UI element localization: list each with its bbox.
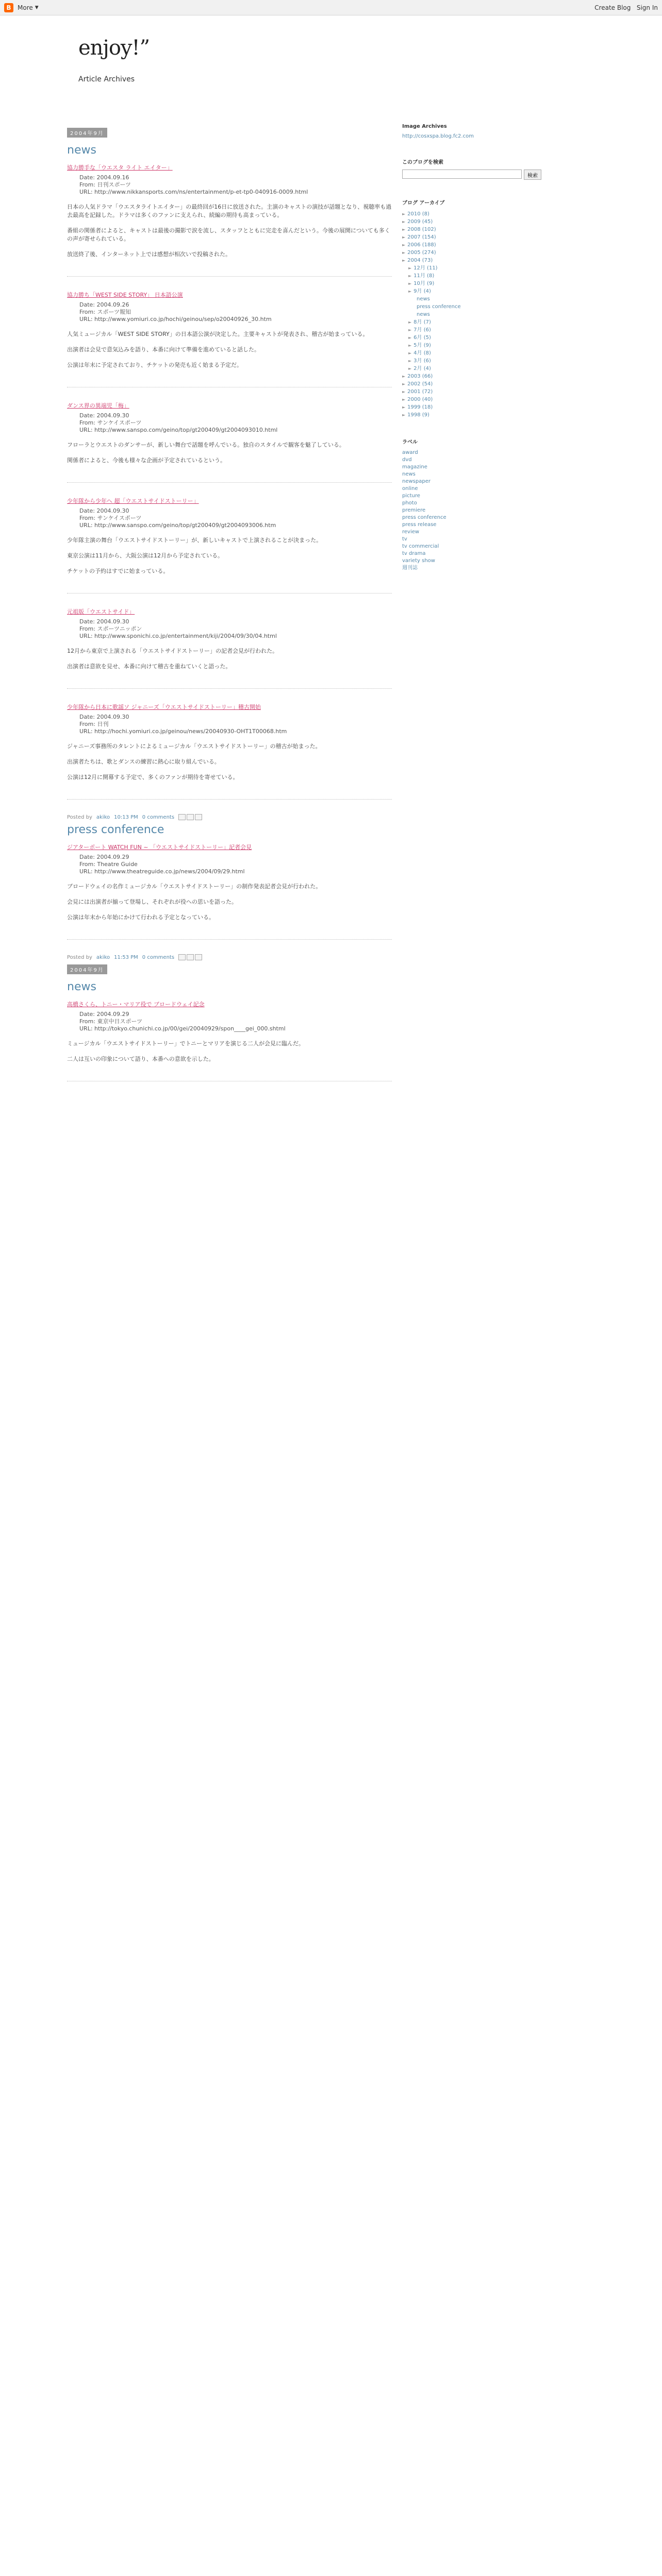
- post-date: 2004.09.30: [96, 507, 129, 514]
- post-url[interactable]: http://www.sponichi.co.jp/entertainment/kiji/2004/09/30/04.html: [94, 633, 277, 639]
- archive-item: [402, 403, 541, 411]
- post-paragraph: 12月から東京で上演される「ウエストサイドストーリー」の記者会見が行われた。: [67, 648, 278, 654]
- author-link[interactable]: akiko: [96, 814, 110, 820]
- triangle-right-icon[interactable]: ►: [402, 219, 406, 224]
- post-source: スポーツニッポン: [97, 625, 142, 632]
- post-title: [67, 1001, 392, 1009]
- archive-item: [402, 210, 541, 218]
- post-date: 2004.09.29: [96, 1011, 129, 1018]
- blog-description: Article Archives: [78, 75, 135, 83]
- post-source: 日刊スポーツ: [97, 181, 131, 188]
- triangle-right-icon[interactable]: ►: [408, 359, 412, 363]
- triangle-right-icon[interactable]: ►: [402, 374, 406, 379]
- comments-link[interactable]: 0 comments: [142, 814, 175, 820]
- post-date-row: [79, 618, 392, 625]
- label-link[interactable]: newspaper: [402, 479, 431, 484]
- post-meta: [79, 412, 392, 434]
- post-body: [67, 647, 392, 671]
- posted-by-label: Posted by: [67, 814, 92, 820]
- archive-item: [402, 226, 541, 233]
- post: [67, 402, 392, 483]
- label-link[interactable]: premiere: [402, 507, 426, 513]
- archive-link[interactable]: news: [417, 312, 430, 317]
- post-footer: [67, 954, 392, 960]
- post-source-label: From:: [79, 515, 97, 521]
- blog-this-icon[interactable]: [187, 954, 194, 960]
- archive-link[interactable]: 9月 (4): [413, 289, 431, 294]
- search-row: [402, 170, 541, 180]
- sidebar-archive-title: ブログ アーカイブ: [402, 200, 445, 206]
- archive-item: [402, 257, 541, 264]
- search-button[interactable]: 検索: [524, 170, 541, 180]
- post-title: [67, 164, 392, 172]
- post-title-link[interactable]: ジアターポート WATCH FUN ~ 「ウエストサイドストーリー」記者会見: [67, 844, 252, 851]
- post: [67, 843, 392, 940]
- post-paragraph: 出演者は会見で意気込みを語り、本番に向けて準備を進めていると話した。: [67, 346, 260, 353]
- post-url[interactable]: http://tokyo.chunichi.co.jp/00/gei/20040929/spon____gei_000.shtml: [94, 1025, 286, 1032]
- sidebar-about: [402, 124, 541, 139]
- archive-link[interactable]: 5月 (9): [413, 343, 431, 348]
- archive-link[interactable]: 2008 (102): [407, 227, 436, 232]
- post-paragraph: 会見には出演者が揃って登場し、それぞれが役への思いを語った。: [67, 899, 237, 905]
- post-url-row: [79, 189, 392, 196]
- post-source-row: [79, 625, 392, 633]
- label-link[interactable]: press release: [402, 522, 437, 528]
- chevron-down-icon: ▼: [35, 5, 39, 10]
- post-meta: [79, 714, 392, 735]
- archive-link[interactable]: 3月 (6): [413, 358, 431, 364]
- post-title-link[interactable]: 協力勝ち「WEST SIDE STORY」 日本語公演: [67, 292, 183, 298]
- blogger-logo-icon[interactable]: B: [4, 3, 13, 12]
- archive-item: [402, 380, 541, 388]
- blog-this-icon[interactable]: [187, 814, 194, 820]
- post-source-row: [79, 419, 392, 427]
- label-item: [402, 449, 541, 456]
- post-meta: [79, 174, 392, 196]
- post-url-row: [79, 1025, 392, 1032]
- post-date: 2004.09.30: [96, 618, 129, 625]
- post-source-row: [79, 721, 392, 728]
- label-item: [402, 478, 541, 485]
- post-source-row: [79, 515, 392, 522]
- post-url[interactable]: http://www.theatreguide.co.jp/news/2004/09/29.html: [94, 868, 245, 875]
- sidebar-about-title: Image Archives: [402, 124, 447, 129]
- post-url[interactable]: http://www.sanspo.com/geino/top/gt200409/gt2004093010.html: [94, 427, 278, 433]
- archive-item: [402, 295, 541, 303]
- post-title-link[interactable]: 高橋さくら、トニー・マリア役で ブロードウェイ記念: [67, 1001, 205, 1008]
- post-paragraph: 公演は年末から年始にかけて行われる予定となっている。: [67, 914, 214, 921]
- post-source-label: From:: [79, 309, 97, 315]
- post-body: [67, 330, 392, 369]
- post-source-label: From:: [79, 419, 97, 426]
- archive-link[interactable]: 2002 (54): [407, 381, 433, 387]
- post-paragraph: フローラとウエストのダンサーが、新しい舞台で話題を呼んでいる。独自のスタイルで観客を魅了している。: [67, 442, 345, 448]
- post-paragraph: ジャニーズ事務所のタレントによるミュージカル「ウエストサイドストーリー」の稽古が始まった。: [67, 743, 321, 750]
- post-source: サンケイスポーツ: [97, 515, 142, 521]
- archive-item: [402, 218, 541, 226]
- label-item: [402, 536, 541, 543]
- post-date-row: [79, 174, 392, 181]
- post-url-row: [79, 522, 392, 529]
- post-body: [67, 1040, 392, 1063]
- post-source-row: [79, 309, 392, 316]
- label-list: [402, 449, 541, 572]
- label-link[interactable]: 週刊誌: [402, 565, 418, 571]
- post-meta: [79, 854, 392, 875]
- label-link[interactable]: press conference: [402, 515, 446, 520]
- sidebar-labels-title: ラベル: [402, 439, 418, 445]
- triangle-right-icon[interactable]: ►: [402, 235, 406, 240]
- archive-link[interactable]: 2006 (188): [407, 242, 436, 248]
- email-icon[interactable]: [178, 814, 186, 820]
- label-item: [402, 464, 541, 471]
- label-item: [402, 493, 541, 500]
- post-meta: [79, 507, 392, 529]
- post-paragraph: ミュージカル「ウエストサイドストーリー」でトニーとマリアを演じる二人が会見に臨んだ。: [67, 1040, 305, 1047]
- post-url-label: URL:: [79, 728, 95, 735]
- triangle-right-icon[interactable]: ►: [402, 413, 406, 417]
- post-url-label: URL:: [79, 427, 95, 433]
- triangle-right-icon[interactable]: ►: [408, 351, 412, 355]
- post-url-label: URL:: [79, 868, 95, 875]
- sidebar-search: [402, 158, 541, 180]
- post-date-row: [79, 412, 392, 419]
- archive-item: [402, 365, 541, 372]
- post-title-link[interactable]: 少年隊から日本に歌謡ソ ジャニーズ「ウエストサイドストーリー」稽古開始: [67, 704, 261, 710]
- sidebar-about-link[interactable]: http://cosxspa.blog.fc2.com: [402, 133, 474, 139]
- triangle-right-icon[interactable]: ►: [408, 328, 412, 332]
- blogger-navbar: [0, 0, 662, 15]
- post-url[interactable]: http://www.yomiuri.co.jp/hochi/geinou/sep/o20040926_30.htm: [94, 316, 272, 323]
- post-date: 2004.09.29: [96, 854, 129, 860]
- label-link[interactable]: tv drama: [402, 551, 426, 556]
- post-meta: [79, 301, 392, 323]
- post-url-row: [79, 316, 392, 323]
- post-title-link[interactable]: 協力勝手な「ウエスタ ライト エイター」: [67, 164, 173, 171]
- share-icon[interactable]: [195, 814, 202, 820]
- post-title: [67, 608, 392, 616]
- main-column: [67, 124, 392, 1096]
- label-link[interactable]: review: [402, 529, 420, 535]
- post-body: [67, 441, 392, 465]
- post-paragraph: 公演は12月に開幕する予定で、多くのファンが期待を寄せている。: [67, 774, 239, 781]
- sidebar-labels: [402, 437, 541, 572]
- share-icon[interactable]: [195, 954, 202, 960]
- sidebar: [402, 124, 541, 590]
- date-header: 2004年9月: [67, 128, 107, 138]
- post-body: [67, 536, 392, 575]
- post-date-label: Date:: [79, 854, 97, 860]
- archive-link[interactable]: 2005 (274): [407, 250, 436, 256]
- archive-link[interactable]: 6月 (5): [413, 335, 431, 341]
- archive-item: [402, 303, 541, 311]
- archive-item: [402, 334, 541, 342]
- share-icons: [178, 814, 202, 820]
- label-link[interactable]: picture: [402, 493, 420, 499]
- blog-header: [47, 15, 615, 94]
- post-date-label: Date:: [79, 714, 97, 720]
- post-paragraph: 東京公演は11月から、大阪公演は12月から予定されている。: [67, 552, 223, 559]
- archive-item: [402, 249, 541, 257]
- label-item: [402, 456, 541, 464]
- author-link[interactable]: akiko: [96, 954, 110, 960]
- post-paragraph: 放送終了後、インターネット上では感想が相次いで投稿された。: [67, 251, 231, 258]
- post-paragraph: 出演者たちは、歌とダンスの練習に熱心に取り組んでいる。: [67, 758, 220, 765]
- post-date: 2004.09.16: [96, 174, 129, 181]
- post-url-row: [79, 633, 392, 640]
- post-title-link[interactable]: 元祖版「ウエストサイド」: [67, 608, 135, 615]
- archive-item: [402, 372, 541, 380]
- post-paragraph: 番組の関係者によると、キャストは最後の撮影で涙を流し、スタッフとともに完走を喜んだという。今後の展開についても多くの声が寄せられている。: [67, 227, 390, 242]
- triangle-right-icon[interactable]: ►: [402, 382, 406, 386]
- post-date-row: [79, 301, 392, 309]
- archive-link[interactable]: 2007 (154): [407, 234, 436, 240]
- triangle-right-icon[interactable]: ►: [402, 212, 406, 216]
- post-source: サンケイスポーツ: [97, 419, 142, 426]
- archive-link[interactable]: news: [417, 296, 430, 302]
- post-paragraph: 二人は互いの印象について語り、本番への意欲を示した。: [67, 1056, 214, 1062]
- post-time-link[interactable]: 10:13 PM: [114, 814, 138, 820]
- date-header: 2004年9月: [67, 964, 107, 974]
- archive-item: [402, 287, 541, 295]
- triangle-right-icon[interactable]: ►: [408, 366, 412, 371]
- triangle-right-icon[interactable]: ►: [402, 397, 406, 402]
- post-title-link[interactable]: 少年隊から少年へ 超「ウエストサイドストーリー」: [67, 498, 199, 504]
- archive-link[interactable]: 2001 (72): [407, 389, 433, 395]
- archive-item: [402, 411, 541, 419]
- more-menu[interactable]: [18, 4, 39, 11]
- post-source: 東京中日スポーツ: [97, 1018, 143, 1025]
- archive-link[interactable]: 2月 (4): [413, 366, 431, 371]
- post-title: [67, 843, 392, 852]
- post: [67, 608, 392, 689]
- archive-link[interactable]: 2004 (73): [407, 258, 433, 263]
- create-blog-link[interactable]: [594, 4, 658, 11]
- post-paragraph: 関係者によると、今後も様々な企画が予定されているという。: [67, 457, 226, 464]
- post-url-row: [79, 728, 392, 735]
- more-label: More: [18, 4, 33, 11]
- triangle-right-icon[interactable]: ►: [408, 274, 412, 278]
- post-source-label: From:: [79, 861, 97, 868]
- archive-list: [402, 210, 541, 419]
- create-blog-label: Create Blog: [594, 4, 631, 11]
- post: [67, 291, 392, 387]
- label-item: [402, 550, 541, 557]
- triangle-right-icon[interactable]: ►: [402, 250, 406, 255]
- post-title: [67, 497, 392, 505]
- triangle-right-icon[interactable]: ►: [402, 258, 406, 263]
- share-icons: [178, 954, 202, 960]
- post-source-row: [79, 1018, 392, 1025]
- archive-item: [402, 264, 541, 272]
- post-source: 日刊: [97, 721, 109, 727]
- triangle-right-icon[interactable]: ►: [402, 243, 406, 247]
- archive-item: [402, 280, 541, 287]
- post-source-row: [79, 861, 392, 868]
- post-url-label: URL:: [79, 522, 95, 529]
- post-source-label: From:: [79, 1018, 97, 1025]
- post-paragraph: 出演者は意欲を見せ、本番に向けて稽古を重ねていくと語った。: [67, 663, 231, 670]
- email-icon[interactable]: [178, 954, 186, 960]
- label-item: [402, 557, 541, 565]
- post-paragraph: 公演は年末に予定されており、チケットの発売も近く始まる予定だ。: [67, 362, 243, 368]
- post-source: Theatre Guide: [97, 861, 138, 868]
- label-item: [402, 543, 541, 550]
- archive-link[interactable]: press conference: [417, 304, 461, 310]
- archive-link[interactable]: 2003 (66): [407, 374, 433, 379]
- label-item: [402, 471, 541, 478]
- archive-item: [402, 311, 541, 318]
- post-date: 2004.09.30: [96, 412, 129, 419]
- label-item: [402, 521, 541, 529]
- archive-item: [402, 318, 541, 326]
- triangle-right-icon[interactable]: ►: [408, 289, 412, 294]
- triangle-right-icon[interactable]: ►: [402, 405, 406, 410]
- post-date-label: Date:: [79, 174, 97, 181]
- archive-item: [402, 326, 541, 334]
- label-link[interactable]: magazine: [402, 464, 427, 470]
- archive-link[interactable]: 10月 (9): [413, 281, 435, 286]
- post-url-row: [79, 868, 392, 875]
- post-source-label: From:: [79, 181, 97, 188]
- post-body: [67, 742, 392, 782]
- post-url-row: [79, 427, 392, 434]
- comments-link[interactable]: 0 comments: [142, 954, 175, 960]
- label-link[interactable]: variety show: [402, 558, 435, 564]
- section-title[interactable]: press conference: [67, 823, 164, 836]
- archive-link[interactable]: 7月 (6): [413, 327, 431, 333]
- post-date-row: [79, 714, 392, 721]
- triangle-right-icon[interactable]: ►: [402, 389, 406, 394]
- archive-link[interactable]: 1998 (9): [407, 412, 429, 418]
- label-link[interactable]: tv commercial: [402, 544, 439, 549]
- post-paragraph: 日本の人気ドラマ「ウエスタライトエイター」の最終回が16日に放送された。主演のキャストの演技が話題となり、視聴率も過去最高を記録した。ドラマは多くのファンに支えられ、続編の期待も高まっている。: [67, 204, 392, 218]
- separator: [633, 4, 637, 11]
- post-title: [67, 291, 392, 299]
- archive-link[interactable]: 2000 (40): [407, 397, 433, 402]
- post-source-label: From:: [79, 625, 97, 632]
- post-source-row: [79, 181, 392, 189]
- archive-item: [402, 357, 541, 365]
- post-paragraph: 少年隊主演の舞台「ウエストサイドストーリー」が、新しいキャストで上演されることが決まった。: [67, 537, 322, 544]
- label-link[interactable]: tv: [402, 536, 407, 542]
- section-title[interactable]: news: [67, 980, 96, 993]
- post-url-label: URL:: [79, 633, 95, 639]
- post-url[interactable]: http://www.sanspo.com/geino/top/gt200409/gt2004093006.htm: [94, 522, 276, 529]
- archive-link[interactable]: 11月 (8): [413, 273, 435, 279]
- archive-item: [402, 233, 541, 241]
- archive-item: [402, 342, 541, 349]
- post-body: [67, 883, 392, 922]
- label-item: [402, 485, 541, 493]
- blog-title[interactable]: enjoy!”: [78, 36, 150, 60]
- post-date-label: Date:: [79, 618, 97, 625]
- post-url-label: URL:: [79, 1025, 95, 1032]
- post-paragraph: チケットの予約はすでに始まっている。: [67, 568, 169, 574]
- label-link[interactable]: photo: [402, 500, 417, 506]
- post-title: [67, 402, 392, 410]
- triangle-right-icon[interactable]: ►: [408, 266, 412, 270]
- label-link[interactable]: news: [402, 471, 416, 477]
- label-item: [402, 500, 541, 507]
- post-paragraph: 人気ミュージカル「WEST SIDE STORY」の日本語公演が決定した。主要キャストが発表され、稽古が始まっている。: [67, 331, 369, 337]
- archive-link[interactable]: 1999 (18): [407, 404, 433, 410]
- archive-item: [402, 272, 541, 280]
- post: [67, 497, 392, 594]
- post-date-label: Date:: [79, 1011, 97, 1018]
- label-item: [402, 529, 541, 536]
- post-date-row: [79, 854, 392, 861]
- label-link[interactable]: dvd: [402, 457, 412, 463]
- archive-link[interactable]: 12月 (11): [413, 265, 438, 271]
- post-time-link[interactable]: 11:53 PM: [114, 954, 138, 960]
- archive-link[interactable]: 8月 (7): [413, 319, 431, 325]
- post: [67, 164, 392, 277]
- archive-link[interactable]: 2009 (45): [407, 219, 433, 225]
- sidebar-archive: [402, 198, 541, 419]
- post-source-label: From:: [79, 721, 97, 727]
- post-date-row: [79, 507, 392, 515]
- label-link[interactable]: award: [402, 450, 418, 455]
- archive-item: [402, 396, 541, 403]
- post-meta: [79, 618, 392, 640]
- post-date: 2004.09.30: [96, 714, 129, 720]
- post-url[interactable]: http://hochi.yomiuri.co.jp/geinou/news/20040930-OHT1T00068.htm: [94, 728, 287, 735]
- post: [67, 703, 392, 800]
- sidebar-search-title: このブログを検索: [402, 160, 443, 165]
- post-date-row: [79, 1011, 392, 1018]
- archive-item: [402, 388, 541, 396]
- post-date-label: Date:: [79, 412, 97, 419]
- post: [67, 1001, 392, 1081]
- post-title: [67, 703, 392, 711]
- post-url-label: URL:: [79, 316, 95, 323]
- posted-by-label: Posted by: [67, 954, 92, 960]
- post-date: 2004.09.26: [96, 301, 129, 308]
- post-url[interactable]: http://www.nikkansports.com/ns/entertainment/p-et-tp0-040916-0009.html: [94, 189, 308, 195]
- post-url-label: URL:: [79, 189, 95, 195]
- post-source: スポーツ報知: [97, 309, 131, 315]
- post-date-label: Date:: [79, 507, 97, 514]
- post-footer: [67, 814, 392, 820]
- triangle-right-icon[interactable]: ►: [408, 343, 412, 348]
- triangle-right-icon[interactable]: ►: [408, 335, 412, 340]
- triangle-right-icon[interactable]: ►: [402, 227, 406, 232]
- label-item: [402, 565, 541, 572]
- archive-item: [402, 241, 541, 249]
- post-meta: [79, 1011, 392, 1032]
- archive-link[interactable]: 2010 (8): [407, 211, 429, 217]
- post-paragraph: ブロードウェイの名作ミュージカル「ウエストサイドストーリー」の制作発表記者会見が行われた。: [67, 883, 322, 890]
- archive-link[interactable]: 4月 (8): [413, 350, 431, 356]
- triangle-right-icon[interactable]: ►: [408, 320, 412, 325]
- archive-item: [402, 349, 541, 357]
- section-title[interactable]: news: [67, 144, 96, 157]
- search-input[interactable]: [402, 170, 522, 179]
- sign-in-link[interactable]: Sign In: [636, 4, 658, 11]
- post-body: [67, 203, 392, 259]
- label-item: [402, 507, 541, 514]
- triangle-right-icon[interactable]: ►: [408, 281, 412, 286]
- page-container: [47, 15, 615, 94]
- label-link[interactable]: online: [402, 486, 418, 492]
- post-title-link[interactable]: ダンス界の異端児「梅」: [67, 402, 129, 409]
- post-date-label: Date:: [79, 301, 97, 308]
- label-item: [402, 514, 541, 521]
